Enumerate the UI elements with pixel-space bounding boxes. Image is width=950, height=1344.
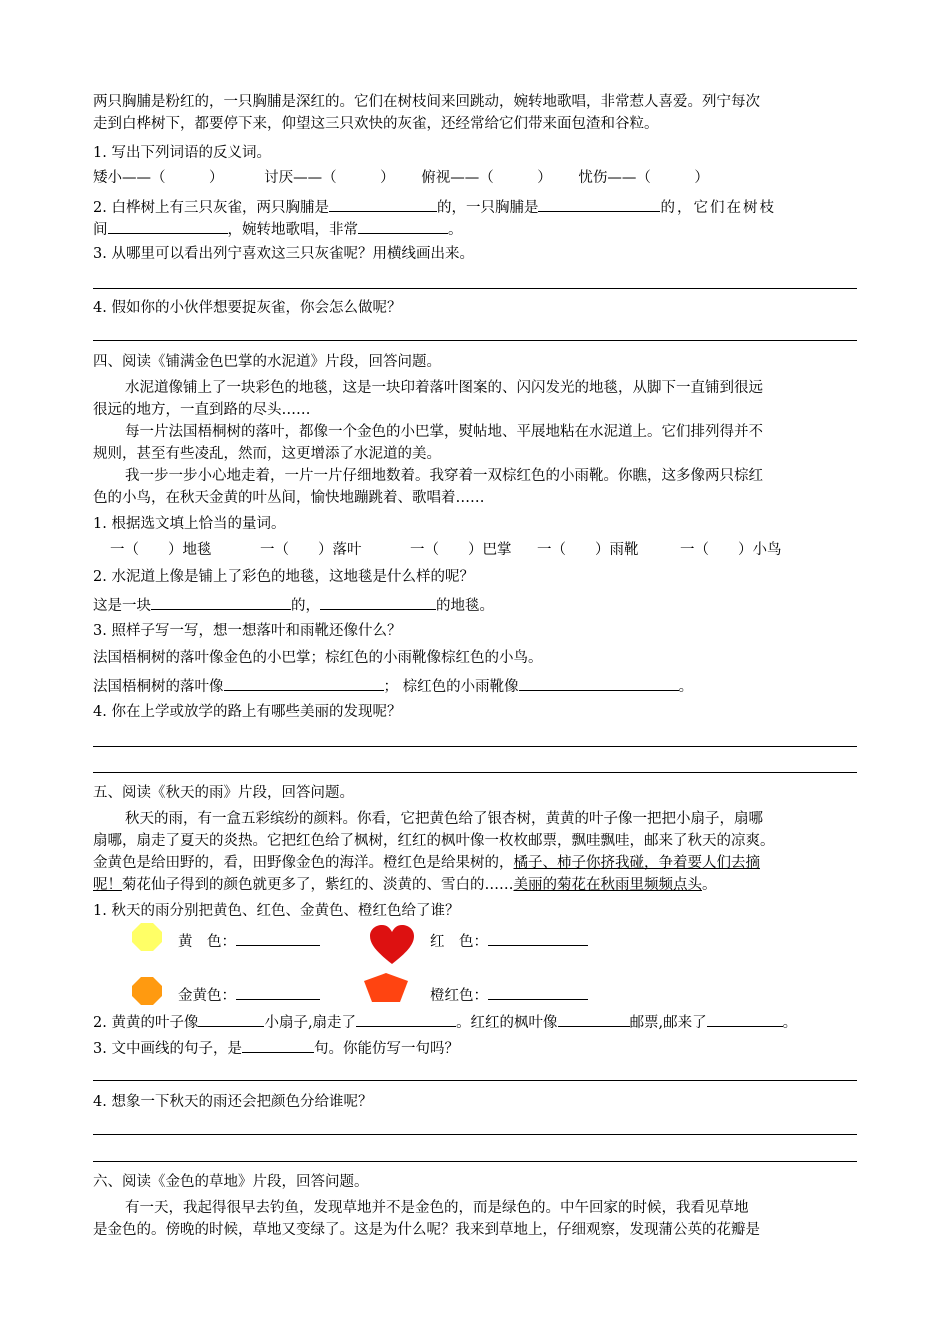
answer-blank[interactable] — [242, 1037, 314, 1053]
question-3: 3. 文中画线的句子，是 句。你能仿写一句吗？ — [93, 1037, 459, 1059]
answer-blank[interactable] — [356, 1011, 456, 1027]
underlined-sentence: 美丽的菊花在秋雨里频频点头 — [513, 877, 702, 893]
answer-blank[interactable] — [358, 218, 448, 234]
answer-blank[interactable] — [538, 196, 660, 212]
measure-item: 一（ ）小鸟 — [680, 542, 782, 558]
answer-line[interactable] — [93, 1134, 857, 1135]
answer-blank[interactable] — [329, 196, 437, 212]
answer-blank[interactable] — [108, 218, 228, 234]
question-4: 4. 你在上学或放学的路上有哪些美丽的发现呢？ — [93, 704, 402, 720]
orange-circle-icon — [131, 976, 163, 1006]
question-2: 2. 黄黄的叶子像 小扇子,扇走了 。红红的枫叶像 邮票,邮来了 。 — [93, 1011, 797, 1033]
question-3-example: 法国梧桐树的落叶像金色的小巴掌；棕红色的小雨靴像棕红色的小鸟。 — [93, 650, 543, 666]
antonym-item: 忧伤——（ ） — [578, 170, 709, 186]
antonym-item: 讨厌——（ ） — [264, 170, 395, 186]
passage-line: 水泥道像铺上了一块彩色的地毯，这是一块印着落叶图案的、闪闪发光的地毯，从脚下一直铺到很远 — [125, 380, 763, 396]
orange-red-pentagon-icon — [362, 972, 410, 1004]
question-2: 2. 水泥道上像是铺上了彩色的地毯，这地毯是什么样的呢？ — [93, 569, 474, 585]
passage-line: 很远的地方，一直到路的尽头…… — [93, 402, 311, 418]
measure-item: 一（ ）地毯 — [110, 542, 212, 558]
underlined-sentence: 橘子、柿子你挤我碰，争着要人们去摘 — [513, 855, 760, 871]
answer-blank[interactable] — [707, 1011, 783, 1027]
antonym-row — [93, 168, 709, 188]
answer-blank[interactable] — [151, 594, 291, 610]
section-title: 六、阅读《金色的草地》片段，回答问题。 — [93, 1174, 369, 1190]
color-row-golden: 金黄色： — [178, 984, 320, 1006]
question-1: 1. 写出下列词语的反义词。 — [93, 145, 271, 161]
answer-blank[interactable] — [558, 1011, 630, 1027]
answer-blank[interactable] — [224, 675, 384, 691]
color-row-orange-red: 橙红色： — [430, 984, 588, 1006]
passage-line: 每一片法国梧桐树的落叶，都像一个金色的小巴掌，熨帖地、平展地粘在水泥道上。它们排列得并不 — [125, 424, 763, 440]
answer-line[interactable] — [93, 1161, 857, 1162]
passage-line: 色的小鸟，在秋天金黄的叶丛间，愉快地蹦跳着、歌唱着…… — [93, 490, 485, 506]
answer-line[interactable] — [93, 772, 857, 773]
question-2: 2. 白桦树上有三只灰雀，两只胸脯是 的，一只胸脯是 的，它们在树枝 — [93, 196, 776, 218]
answer-blank[interactable] — [519, 675, 679, 691]
question-4: 4. 想象一下秋天的雨还会把颜色分给谁呢？ — [93, 1094, 373, 1110]
question-2-cont: 间 ，婉转地歌唱，非常 。 — [93, 218, 463, 240]
measure-item: 一（ ）雨靴 — [537, 542, 639, 558]
passage-line: 我一步一步小心地走着，一片一片仔细地数着。我穿着一双棕红色的小雨靴。你瞧，这多像两只棕红 — [125, 468, 763, 484]
answer-line[interactable] — [93, 288, 857, 289]
answer-blank[interactable] — [488, 984, 588, 1000]
question-4: 4. 假如你的小伙伴想要捉灰雀，你会怎么做呢？ — [93, 300, 402, 316]
answer-line[interactable] — [93, 1080, 857, 1081]
passage-line: 秋天的雨，有一盒五彩缤纷的颜料。你看，它把黄色给了银杏树，黄黄的叶子像一把把小扇子，扇哪 — [125, 811, 763, 827]
section-title: 五、阅读《秋天的雨》片段，回答问题。 — [93, 785, 354, 801]
question-3: 3. 从哪里可以看出列宁喜欢这三只灰雀呢？用横线画出来。 — [93, 246, 474, 262]
answer-blank[interactable] — [198, 1011, 264, 1027]
question-1: 1. 秋天的雨分别把黄色、红色、金黄色、橙红色给了谁？ — [93, 903, 460, 919]
color-row-yellow: 黄 色： — [178, 930, 320, 952]
passage-line: 呢！菊花仙子得到的颜色就更多了，紫红的、淡黄的、雪白的……美丽的菊花在秋雨里频频点头。 — [93, 877, 717, 893]
measure-item: 一（ ）巴掌 — [410, 542, 512, 558]
underlined-sentence: 呢！ — [93, 877, 122, 893]
passage-line: 规则，甚至有些凌乱，然而，这更增添了水泥道的美。 — [93, 446, 441, 462]
answer-blank[interactable] — [236, 984, 320, 1000]
passage-line: 两只胸脯是粉红的，一只胸脯是深红的。它们在树枝间来回跳动，婉转地歌唱，非常惹人喜爱。列宁每次 — [93, 94, 760, 110]
passage-line: 扇哪，扇走了夏天的炎热。它把红色给了枫树，红红的枫叶像一枚枚邮票，飘哇飘哇，邮来了秋天的凉爽。 — [93, 833, 775, 849]
yellow-circle-icon — [131, 922, 163, 952]
passage-line: 是金色的。傍晚的时候，草地又变绿了。这是为什么呢？我来到草地上，仔细观察，发现蒲公英的花瓣是 — [93, 1222, 760, 1238]
answer-blank[interactable] — [488, 930, 588, 946]
question-3-answer: 法国梧桐树的落叶像 ； 棕红色的小雨靴像 。 — [93, 675, 693, 697]
answer-line[interactable] — [93, 746, 857, 747]
antonym-item: 俯视——（ ） — [421, 170, 552, 186]
measure-item: 一（ ）落叶 — [260, 542, 362, 558]
question-2-answer: 这是一块 的， 的地毯。 — [93, 594, 494, 616]
section-title: 四、阅读《铺满金色巴掌的水泥道》片段，回答问题。 — [93, 354, 441, 370]
passage-line: 有一天，我起得很早去钓鱼，发现草地并不是金色的，而是绿色的。中午回家的时候，我看见草地 — [125, 1200, 749, 1216]
red-heart-icon — [368, 924, 416, 966]
answer-blank[interactable] — [320, 594, 436, 610]
antonym-item: 矮小——（ ） — [93, 170, 224, 186]
passage-line: 金黄色是给田野的，看，田野像金色的海洋。橙红色是给果树的，橘子、柿子你挤我碰，争着要人们去摘 — [93, 855, 760, 871]
color-row-red: 红 色： — [430, 930, 588, 952]
passage-line: 走到白桦树下，都要停下来，仰望这三只欢快的灰雀，还经常给它们带来面包渣和谷粒。 — [93, 116, 659, 132]
answer-blank[interactable] — [236, 930, 320, 946]
answer-line[interactable] — [93, 340, 857, 341]
question-1: 1. 根据选文填上恰当的量词。 — [93, 516, 286, 532]
question-3: 3. 照样子写一写，想一想落叶和雨靴还像什么？ — [93, 623, 402, 639]
